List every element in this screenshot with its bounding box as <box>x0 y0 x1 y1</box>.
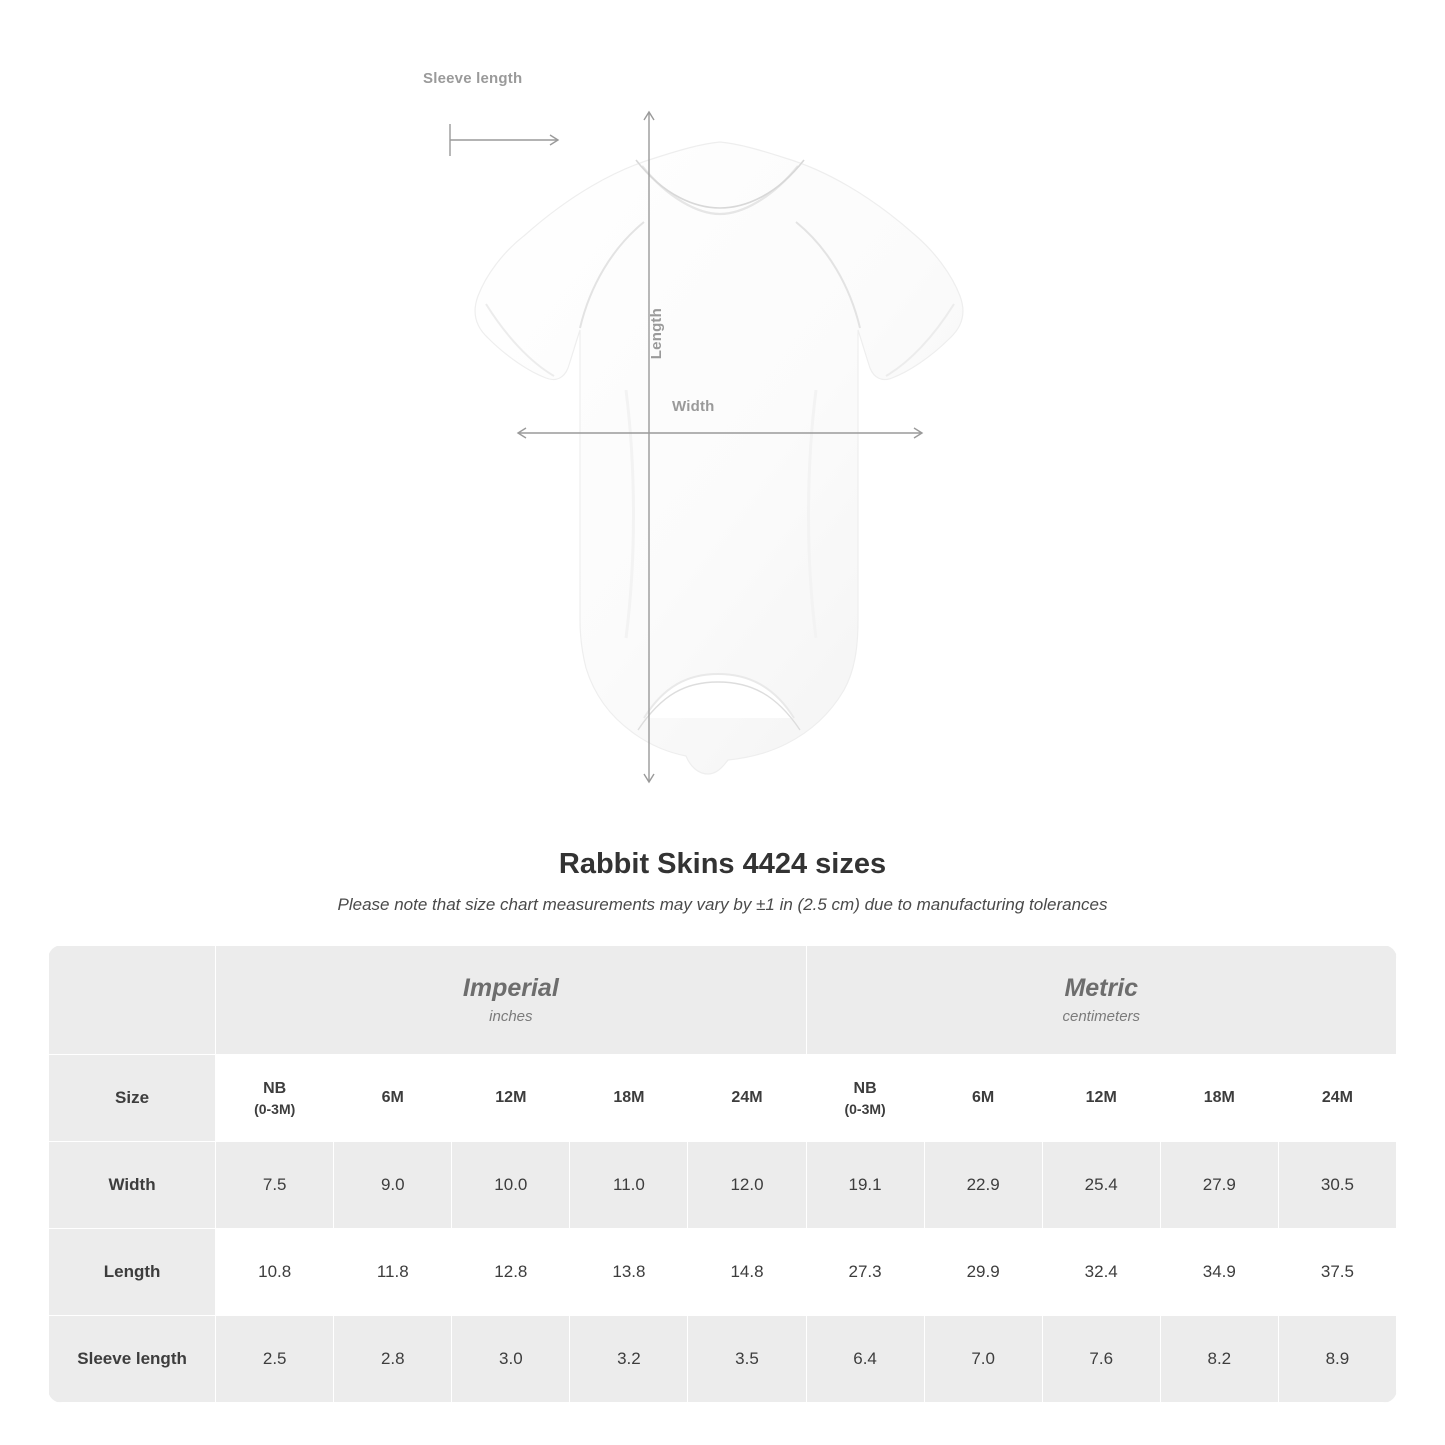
cell-length-6m-cm: 29.9 <box>924 1229 1042 1316</box>
row-header-size: Size <box>49 1055 216 1142</box>
cell-width-24m-cm: 30.5 <box>1278 1142 1396 1229</box>
column-header-12m-in: 12M <box>452 1055 570 1142</box>
unit-metric-sub: centimeters <box>1062 1008 1141 1026</box>
column-header-sub: (0-3M) <box>254 1100 296 1117</box>
column-header-6m-in: 6M <box>334 1055 452 1142</box>
cell-width-nb-cm: 19.1 <box>806 1142 924 1229</box>
unit-imperial-sub: inches <box>489 1008 533 1026</box>
cell-length-18m-in: 13.8 <box>570 1229 688 1316</box>
bodysuit-svg <box>430 90 1010 790</box>
column-header-main: NB <box>853 1079 877 1097</box>
size-header-row <box>49 1055 1397 1142</box>
cell-width-18m-in: 11.0 <box>570 1142 688 1229</box>
cell-sleeve-6m-cm: 7.0 <box>924 1316 1042 1403</box>
column-header-main: NB <box>263 1079 287 1097</box>
cell-sleeve-24m-cm: 8.9 <box>1278 1316 1396 1403</box>
unit-group-metric <box>806 946 1396 1055</box>
tolerance-note: Please note that size chart measurements may vary by ±1 in (2.5 cm) due to manufacturing tolerances <box>337 895 1108 914</box>
cell-sleeve-nb-cm: 6.4 <box>806 1316 924 1403</box>
column-header-nb-cm <box>806 1055 924 1142</box>
table-row <box>49 1316 1397 1403</box>
cell-length-24m-cm: 37.5 <box>1278 1229 1396 1316</box>
table-corner-cell <box>49 946 216 1055</box>
unit-imperial-name: Imperial <box>462 973 559 1002</box>
table-row <box>49 1229 1397 1316</box>
cell-width-24m-in: 12.0 <box>688 1142 806 1229</box>
title-block <box>0 848 1445 915</box>
cell-width-18m-cm: 27.9 <box>1160 1142 1278 1229</box>
cell-length-24m-in: 14.8 <box>688 1229 806 1316</box>
row-label-length: Length <box>49 1229 216 1316</box>
cell-sleeve-nb-in: 2.5 <box>216 1316 334 1403</box>
unit-metric-name: Metric <box>1064 973 1139 1002</box>
unit-header-row <box>49 946 1397 1055</box>
cell-width-6m-in: 9.0 <box>334 1142 452 1229</box>
cell-sleeve-12m-in: 3.0 <box>452 1316 570 1403</box>
sleeve-length-label: Sleeve length <box>423 70 523 87</box>
page-title: Rabbit Skins 4424 sizes <box>558 848 887 880</box>
table-row <box>49 1142 1397 1229</box>
size-table <box>48 945 1397 1403</box>
cell-width-nb-in: 7.5 <box>216 1142 334 1229</box>
cell-sleeve-24m-in: 3.5 <box>688 1316 806 1403</box>
column-header-nb-in <box>216 1055 334 1142</box>
length-label: Length <box>648 308 665 360</box>
cell-sleeve-12m-cm: 7.6 <box>1042 1316 1160 1403</box>
column-header-12m-cm: 12M <box>1042 1055 1160 1142</box>
cell-width-12m-in: 10.0 <box>452 1142 570 1229</box>
unit-group-imperial <box>216 946 806 1055</box>
cell-sleeve-18m-in: 3.2 <box>570 1316 688 1403</box>
size-table-wrapper <box>48 945 1397 1403</box>
cell-width-12m-cm: 25.4 <box>1042 1142 1160 1229</box>
width-label: Width <box>672 398 715 415</box>
cell-sleeve-18m-cm: 8.2 <box>1160 1316 1278 1403</box>
column-header-24m-in: 24M <box>688 1055 806 1142</box>
cell-width-6m-cm: 22.9 <box>924 1142 1042 1229</box>
cell-length-nb-cm: 27.3 <box>806 1229 924 1316</box>
row-label-width: Width <box>49 1142 216 1229</box>
cell-length-18m-cm: 34.9 <box>1160 1229 1278 1316</box>
cell-length-nb-in: 10.8 <box>216 1229 334 1316</box>
column-header-sub: (0-3M) <box>844 1100 886 1117</box>
cell-length-12m-in: 12.8 <box>452 1229 570 1316</box>
cell-length-12m-cm: 32.4 <box>1042 1229 1160 1316</box>
column-header-24m-cm: 24M <box>1278 1055 1396 1142</box>
column-header-18m-in: 18M <box>570 1055 688 1142</box>
cell-sleeve-6m-in: 2.8 <box>334 1316 452 1403</box>
column-header-6m-cm: 6M <box>924 1055 1042 1142</box>
column-header-18m-cm: 18M <box>1160 1055 1278 1142</box>
bodysuit-graphic <box>430 90 1010 790</box>
cell-length-6m-in: 11.8 <box>334 1229 452 1316</box>
row-label-sleeve-length: Sleeve length <box>49 1316 216 1403</box>
